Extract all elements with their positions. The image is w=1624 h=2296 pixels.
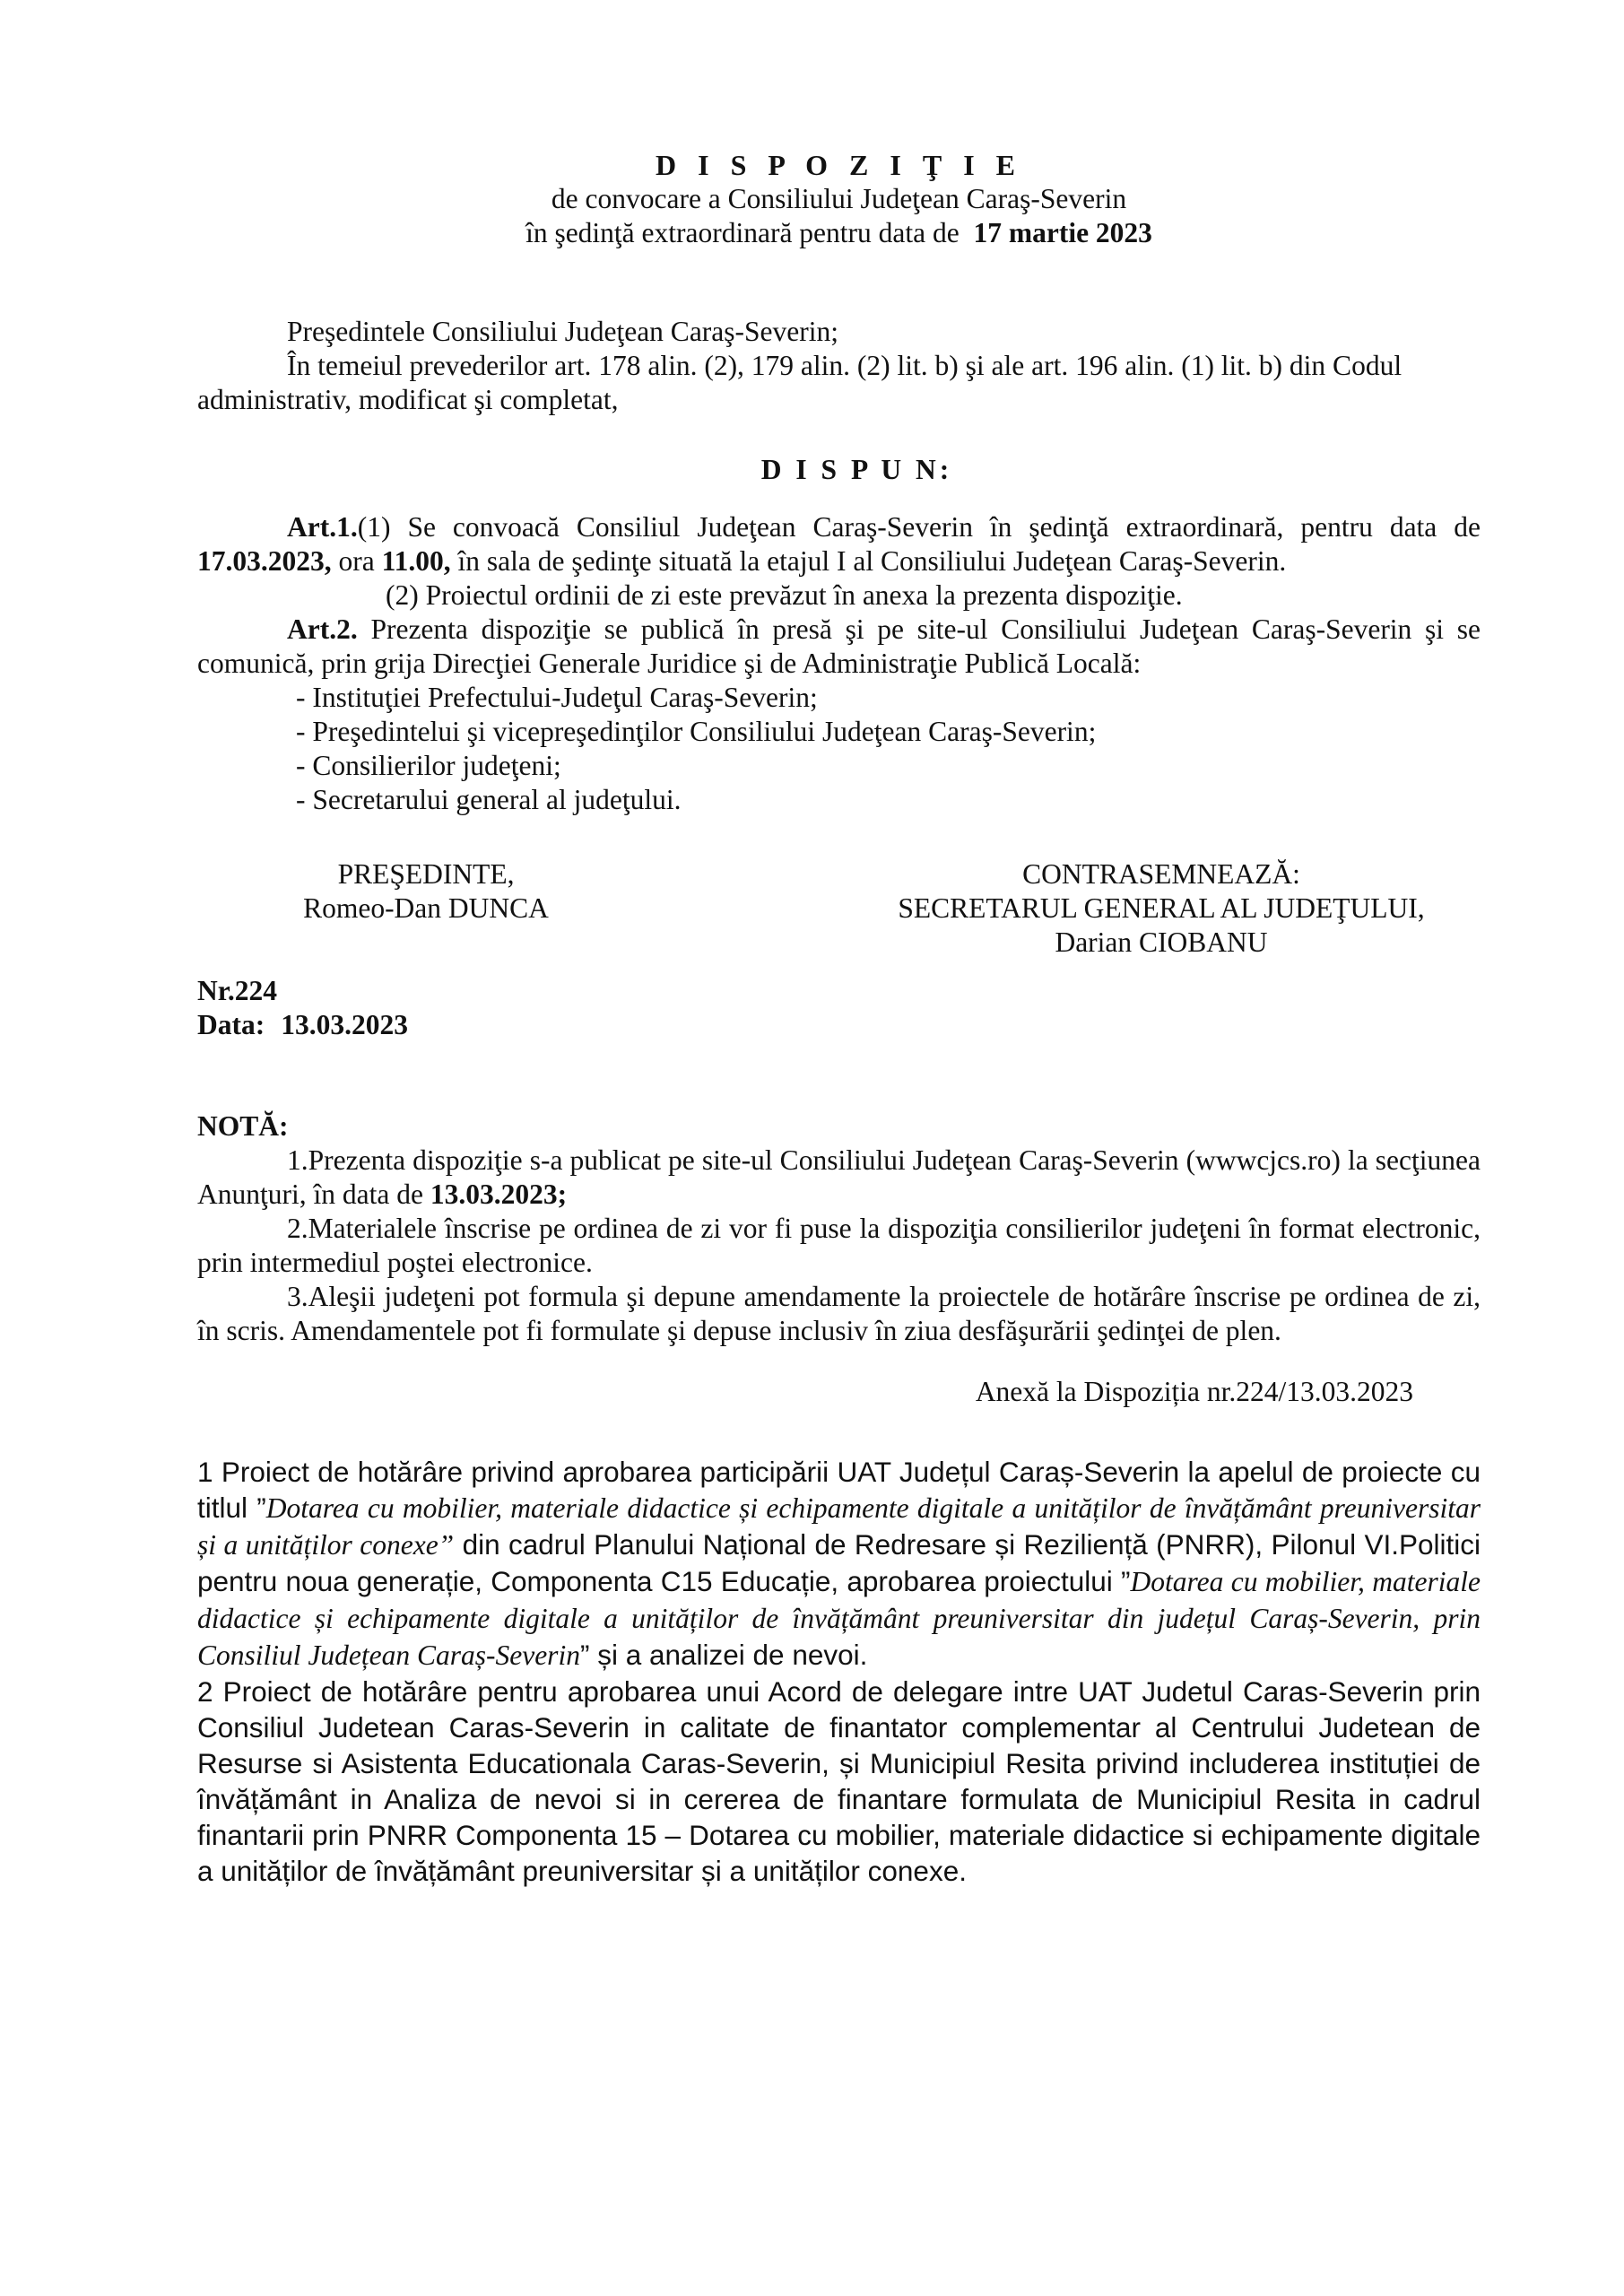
note-1: 1.Prezenta dispoziţie s-a publicat pe site-ul Consiliului Judeţean Caraş-Severin (wwwcjcs.ro) la secţiunea Anunţuri, în data de 13.03.2023; (197, 1144, 1481, 1210)
preamble-president: Preşedintele Consiliului Judeţean Caraş-Severin; (287, 316, 838, 347)
registry-number: Nr.224 (197, 975, 277, 1006)
list-item: - Consilierilor judeţeni; (296, 749, 1481, 783)
note-1-date: 13.03.2023; (430, 1178, 568, 1210)
signature-block (197, 857, 1481, 965)
president-name: Romeo-Dan DUNCA (303, 892, 549, 924)
president-signature: PREŞEDINTE, Romeo-Dan DUNCA (278, 857, 574, 926)
recipients-list (296, 681, 1481, 817)
list-item: - Instituţiei Prefectului-Judeţul Caraş-Severin; (296, 681, 1481, 715)
article-1: Art.1.(1) Se convoacă Consiliul Judeţean Caraş-Severin în şedinţă extraordinară, pentru data de 17.03.2023, ora 11.00, în sala de şedinţe situată la etajul I al Consiliului Judeţean Caraş-Severin. (197, 511, 1481, 577)
note-3: 3.Aleşii judeţeni pot formula şi depune amendamente la proiectele de hotărâre înscrise pe ordinea de zi, în scris. Amendamentele pot fi formulate şi depuse inclusiv în ziua desfăşurării şedinţei de plen. (197, 1281, 1481, 1346)
note-2: 2.Materialele înscrise pe ordinea de zi vor fi puse la dispoziţia consilierilor judeţeni în format electronic, prin intermediul poştei electronice. (197, 1213, 1481, 1278)
project-2: 2 Proiect de hotărâre pentru aprobarea unui Acord de delegare intre UAT Judetul Caras-Severin prin Consiliul Judetean Caras-Severin in calitate de finantator complementar al Centrului Judetean de Resurse si Asistenta Educationala Caras-Severin, și Municipiul Resita privind includerea instituției de învățământ in Analiza de nevoi si in cererea de finantare formulata de Municipiul Resita in cadrul finantarii prin PNRR Componenta 15 – Dotarea cu mobilier, materiale didactice si echipamente digitale a unităților de învățământ preuniversitar și a unităților conexe. (197, 1675, 1481, 1887)
session-date: 17 martie 2023 (973, 217, 1152, 248)
article-2-label: Art.2. (287, 613, 358, 645)
article-1-paragraph-2: (2) Proiectul ordinii de zi este prevăzut în anexa la prezenta dispoziţie. (386, 579, 1183, 611)
list-item: - Secretarului general al judeţului. (296, 783, 1481, 817)
secretary-name: Darian CIOBANU (1055, 926, 1268, 958)
annex-heading: Anexă la Dispoziția nr.224/13.03.2023 (975, 1376, 1413, 1407)
dispun-heading: D I S P U N: (760, 454, 953, 485)
project-1: 1 Proiect de hotărâre privind aprobarea participării UAT Județul Caraș-Severin la apelul de proiecte cu titlul ”Dotarea cu mobilier, materiale didactice și echipamente digitale a unităților de învățământ preuniversitar și a unităților conexe” din cadrul Planului Național de Redresare și Reziliență (PNRR), Pilonul VI.Politici pentru noua generație, Componenta C15 Educație, aprobarea proiectului ”Dotarea cu mobilier, materiale didactice și echipamente digitale a unităților de învățământ preuniversitar din județul Caraș-Severin, prin Consiliul Județean Caraș-Severin” și a analizei de nevoi. (197, 1456, 1481, 1671)
registry-info (197, 974, 1481, 1042)
subtitle-line-2: în şedinţă extraordinară pentru data de 17 martie 2023 (525, 217, 1152, 248)
list-item: - Preşedintelui şi vicepreşedinţilor Consiliului Judeţean Caraş-Severin; (296, 715, 1481, 749)
registry-date: Data: 13.03.2023 (197, 1009, 408, 1040)
subtitle-line-1: de convocare a Consiliului Judeţean Caraş-Severin (551, 183, 1127, 214)
article-1-hour: 11.00, (381, 545, 451, 577)
article-1-date: 17.03.2023, (197, 545, 332, 577)
document-title: D I S P O Z I Ţ I E (656, 149, 1022, 181)
preamble-legal-basis: În temeiul prevederilor art. 178 alin. (2), 179 alin. (2) lit. b) şi ale art. 196 alin. (1) lit. b) din Codul administrativ, modificat şi completat, (197, 350, 1403, 415)
secretary-signature: CONTRASEMNEAZĂ: SECRETARUL GENERAL AL JUDEŢULUI, Darian CIOBANU (838, 857, 1484, 960)
note-heading: NOTĂ: (197, 1110, 289, 1142)
article-1-label: Art.1. (287, 511, 358, 543)
article-2: Art.2. Prezenta dispoziţie se publică în presă şi pe site-ul Consiliului Judeţean Caraş-Severin şi se comunică, prin grija Direcţiei Generale Juridice şi de Administraţie Publică Locală: (197, 613, 1481, 679)
